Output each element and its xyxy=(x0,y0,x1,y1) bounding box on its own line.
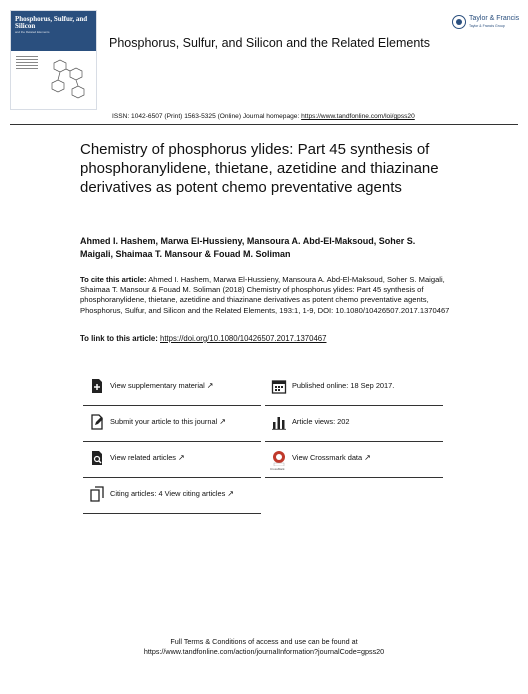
supplementary-material-link[interactable] xyxy=(83,370,261,406)
related-label: View related articles ↗ xyxy=(110,453,185,462)
external-link-icon: ↗ xyxy=(364,453,371,462)
calendar-icon xyxy=(271,378,287,394)
submit-label: Submit your article to this journal ↗ xyxy=(110,417,226,426)
cover-text-lines xyxy=(16,56,38,71)
link-label: To link to this article: xyxy=(80,334,160,343)
article-link-line xyxy=(80,334,326,343)
related-articles-link[interactable] xyxy=(83,442,261,478)
citation-block xyxy=(80,275,452,316)
add-document-icon xyxy=(89,378,105,394)
footer-terms-url[interactable]: https://www.tandfonline.com/action/journalInformation?journalCode=gpss20 xyxy=(143,647,385,656)
publisher-logo-icon xyxy=(452,15,466,29)
footer-terms-line: Full Terms & Conditions of access and use can be found at xyxy=(170,637,358,646)
external-link-icon: ↗ xyxy=(219,417,226,426)
published-label: Published online: 18 Sep 2017. xyxy=(292,381,395,390)
external-link-icon: ↗ xyxy=(178,453,185,462)
doi-link[interactable]: https://doi.org/10.1080/10426507.2017.1370467 xyxy=(160,334,327,343)
header-divider xyxy=(10,124,518,125)
views-label: Article views: 202 xyxy=(292,417,350,426)
crossmark-label: View Crossmark data ↗ xyxy=(292,453,371,462)
copy-documents-icon xyxy=(89,486,105,502)
cover-artwork xyxy=(11,51,96,109)
search-document-icon xyxy=(89,450,105,466)
published-info xyxy=(265,370,443,406)
publisher-group: Taylor & Francis Group xyxy=(469,24,505,28)
molecule-structure-icon xyxy=(44,57,92,103)
journal-homepage-link[interactable]: https://www.tandfonline.com/loi/gpss20 xyxy=(301,113,415,120)
article-views-info xyxy=(265,406,443,442)
issn-line xyxy=(112,113,415,120)
supplementary-label: View supplementary material ↗ xyxy=(110,381,214,390)
article-title: Chemistry of phosphorus ylides: Part 45 synthesis of phosphoranylidene, thietane, azetidine and thiazinane derivatives as potent chemo preventative agents xyxy=(80,141,439,196)
publisher-logo xyxy=(452,14,518,32)
cover-subtitle: and the Related Elements xyxy=(15,30,50,34)
citing-label: Citing articles: 4 View citing articles ↗ xyxy=(110,489,234,498)
page-footer xyxy=(0,637,528,657)
publisher-name: Taylor & Francis xyxy=(469,15,520,22)
cite-label: To cite this article: xyxy=(80,275,147,284)
crossmark-icon xyxy=(271,450,287,466)
article-authors: Ahmed I. Hashem, Marwa El-Hussieny, Mansoura A. Abd-El-Maksoud, Soher S. Maigali, Shaimaa T. Mansour & Fouad M. Soliman xyxy=(80,236,416,259)
journal-title: Phosphorus, Sulfur, and Silicon and the Related Elements xyxy=(109,36,431,50)
citing-articles-link[interactable] xyxy=(83,478,261,514)
edit-document-icon xyxy=(89,414,105,430)
issn-text: ISSN: 1042-6507 (Print) 1563-5325 (Online) Journal homepage: xyxy=(112,113,302,120)
cover-title: Phosphorus, Sulfur, and Silicon xyxy=(15,15,88,30)
crossmark-link[interactable] xyxy=(265,442,443,478)
cite-text: Ahmed I. Hashem, Marwa El-Hussieny, Mansoura A. Abd-El-Maksoud, Soher S. Maigali, Shaimaa T. Mansour & Fouad M. Soliman (2018) Chemistry of phosphorus ylides: Part 45 synthesis of phosphoranylidene, thietane, azetidine and thiazinane derivatives as potent chemo preventative agents, Phosphorus, Sulfur, and Silicon and the Related Elements, 193:1, 1-9, DOI: 10.1080/10426507.2017.1370467 xyxy=(80,275,450,315)
submit-article-link[interactable] xyxy=(83,406,261,442)
crossmark-badge-text: CrossMark xyxy=(270,467,285,471)
bar-chart-icon xyxy=(271,414,287,430)
cover-banner xyxy=(11,11,96,51)
external-link-icon: ↗ xyxy=(206,381,214,390)
external-link-icon: ↗ xyxy=(227,489,234,498)
journal-cover xyxy=(10,10,97,110)
